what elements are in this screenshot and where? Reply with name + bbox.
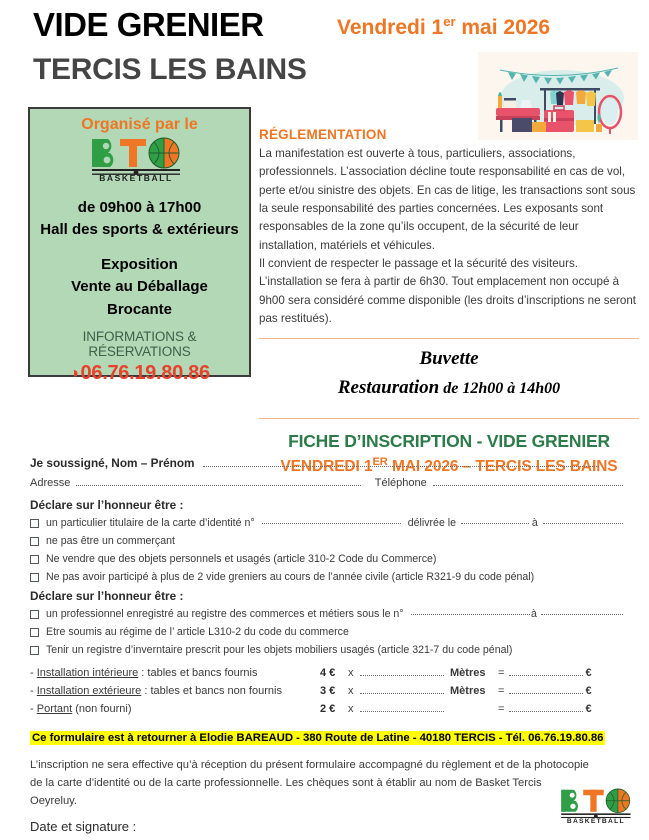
reglementation-body [259,145,639,328]
restauration-label: Restauration [337,377,440,399]
bto-logo-footer-subtitle: BASKETBALL [566,817,625,823]
checkbox-professional-label: un professionnel enregistré au registre des commerces et métiers sous le n° [46,608,404,620]
contact-phone[interactable] [30,362,249,385]
price-row-equals: = [498,685,505,697]
checkbox-row-personal-items[interactable] [30,553,623,565]
table-row [30,667,623,679]
price-row-unit: Mètres [450,685,486,697]
checkbox-inventory-registry[interactable] [30,646,39,655]
registration-subtitle-suffix: MAI 2026 – TERCIS LES BAINS [387,458,618,476]
checkbox-not-merchant-label: ne pas être un commerçant [46,535,175,547]
checkbox-personal-items[interactable] [30,555,39,564]
price-row-multiply: x [348,685,354,697]
price-row-quantity-input[interactable] [360,711,444,712]
price-row-total-input[interactable] [509,675,583,676]
price-row-currency: € [585,703,592,715]
event-date-prefix: Vendredi 1 [337,16,444,39]
price-row-dash: - [30,685,37,697]
delivered-place-input[interactable] [543,523,623,524]
checkbox-row-max-two-events[interactable] [30,571,623,583]
event-hours-block [30,197,249,241]
table-row [30,703,623,715]
restauration-hours: de 12h00 à 14h00 [439,380,561,398]
reglementation-paragraph: Il convient de respecter le passage et la sécurité des visiteurs. [259,256,578,270]
info-reservations-label: INFORMATIONS & RÉSERVATIONS [82,329,197,359]
price-row-dash: - [30,667,37,679]
checkbox-not-merchant[interactable] [30,537,39,546]
price-row-quantity-input[interactable] [360,693,444,694]
price-row-unit: Mètres [450,667,486,679]
bto-logo-footer [558,788,640,828]
organised-by-label: Organisé par le [81,116,198,133]
contact-phone-number: 06.76.19.80.86 [80,362,210,384]
professional-registry-number-input[interactable] [411,614,530,615]
reglementation-paragraph: La manifestation est ouverte à tous, particuliers, associations, professionnels. L’association décline toute responsabilité en cas de vol, perte et/ou sinistre des objets. En cas de litige, les transactions sont sous la seule responsabilité des parties concernées. Les exposants sont responsables de la zone qu’ils occupent, de la sécurité de leur installation, matériels et véhicules. [259,147,636,252]
return-address-notice: Ce formulaire est à retourner à Elodie BAREAUD - 380 Route de Latine - 40180 TERCIS - Tél. 06.76.19.80.86 [32,732,604,744]
event-place: Hall des sports & extérieurs [40,220,239,238]
buvette-label: Buvette [419,348,479,370]
bto-logo [88,137,192,186]
name-field-label: Je soussigné, Nom – Prénom [30,456,195,470]
pricing-table [30,667,623,715]
price-row-equals: = [498,667,505,679]
address-input[interactable] [76,485,360,486]
event-date-suffix: mai 2026 [455,16,551,39]
address-field-label: Adresse [30,477,71,489]
address-phone-row [30,477,623,489]
checkbox-professional[interactable] [30,610,39,619]
bto-logo-subtitle: BASKETBALL [98,173,173,181]
phone-input[interactable] [433,485,623,486]
event-date [337,14,551,39]
checkbox-identity-card[interactable] [30,519,39,528]
phone-field-label: Téléphone [374,477,427,489]
date-signature-label: Date et signature : [30,819,137,835]
price-row-amount: 3 € [320,685,336,697]
activities-list [30,254,249,322]
delivered-place-label: à [531,517,538,529]
identity-card-number-input[interactable] [262,523,401,524]
professional-place-label: à [530,608,537,620]
price-row-dash: - [30,703,37,715]
declaration-heading-professional: Déclare sur l’honneur être : [30,589,184,603]
name-field-row [30,456,623,470]
organiser-info-box [28,107,251,384]
activity-item: Vente au Déballage [71,278,208,295]
bto-logo-svg [88,137,192,181]
checkbox-row-not-merchant[interactable] [30,535,623,547]
price-row-equals: = [498,703,505,715]
registration-conditions-note: L’inscription ne sera effective qu’à réception du présent formulaire accompagné du règlement et de la photocopie de la carte d’identité ou de la carte professionnelle. Les chèques sont à établir au nom de Basket Tercis Oeyreluy. [30,759,589,808]
registration-subtitle-ordinal: ER [372,455,388,468]
delivered-date-input[interactable] [461,523,529,524]
page-title: VIDE GRENIER [33,6,264,43]
price-row-title: Portant [36,703,73,715]
right-column [259,127,639,476]
price-row-rest: : tables et bancs fournis [138,667,258,679]
price-row-title: Installation extérieure [36,685,142,697]
price-row-rest: : tables et bancs non fournis [141,685,282,697]
price-row-description [30,667,320,679]
table-row [30,685,623,697]
price-row-description [30,703,320,715]
checkbox-regime-l310-label: Etre soumis au régime de l’ article L310-2 du code du commerce [46,626,349,638]
activity-item: Brocante [106,300,173,318]
price-row-multiply: x [348,667,354,679]
reglementation-title: RÉGLEMENTATION [259,127,387,142]
checkbox-personal-items-label: Ne vendre que des objets personnels et usagés (article 310-2 Code du Commerce) [46,553,437,565]
price-row-currency: € [585,685,592,697]
event-date-ordinal: er [443,14,456,29]
price-row-amount: 2 € [320,703,336,715]
delivered-on-label: délivrée le [407,517,457,529]
checkbox-row-identity-card[interactable] [30,517,623,529]
registration-form-title: FICHE D’INSCRIPTION - VIDE GRENIER [288,431,610,452]
price-row-title: Installation intérieure [36,667,139,679]
activity-item: Exposition [101,255,178,273]
price-row-currency: € [585,667,592,679]
name-input[interactable] [203,466,599,467]
checkbox-row-regime-l310[interactable] [30,626,623,638]
divider-bottom [259,418,639,419]
price-row-multiply: x [348,703,354,715]
price-row-quantity-input[interactable] [360,675,444,676]
registration-subtitle-prefix: VENDREDI 1 [280,458,373,476]
event-hours: de 09h00 à 17h00 [77,199,202,216]
checkbox-regime-l310[interactable] [30,628,39,637]
checkbox-max-two-events[interactable] [30,573,39,582]
bto-logo-footer-svg [558,788,640,823]
restauration-line [259,377,639,399]
checkbox-identity-card-label: un particulier titulaire de la carte d’identité n° [46,517,255,529]
price-row-total-input[interactable] [509,711,583,712]
professional-place-input[interactable] [541,614,623,615]
registration-form [30,456,623,834]
price-row-amount: 4 € [320,667,336,679]
checkbox-row-inventory-registry[interactable] [30,644,623,656]
page-subtitle: TERCIS LES BAINS [33,53,307,86]
checkbox-row-professional[interactable] [30,608,623,620]
price-row-rest: (non fourni) [72,703,132,715]
checkbox-inventory-registry-label: Tenir un registre d’inverntaire prescrit pour les objets mobiliers usagés (article 321-7 du code pénal) [46,644,513,656]
price-row-description [30,685,320,697]
buvette-restauration-block [259,339,639,408]
declaration-heading-individual: Déclare sur l’honneur être : [30,498,184,512]
checkbox-max-two-events-label: Ne pas avoir participé à plus de 2 vide greniers au cours de l’année civile (article R321-9 du code pénal) [46,571,535,583]
price-row-total-input[interactable] [509,693,583,694]
reglementation-paragraph: L’installation se fera à partir de 6h30. Tout emplacement non occupé à 9h00 sera considéré comme disponible (les droits d’inscriptions ne seront pas restitués). [259,275,636,325]
phone-icon: ◑ [69,365,79,382]
